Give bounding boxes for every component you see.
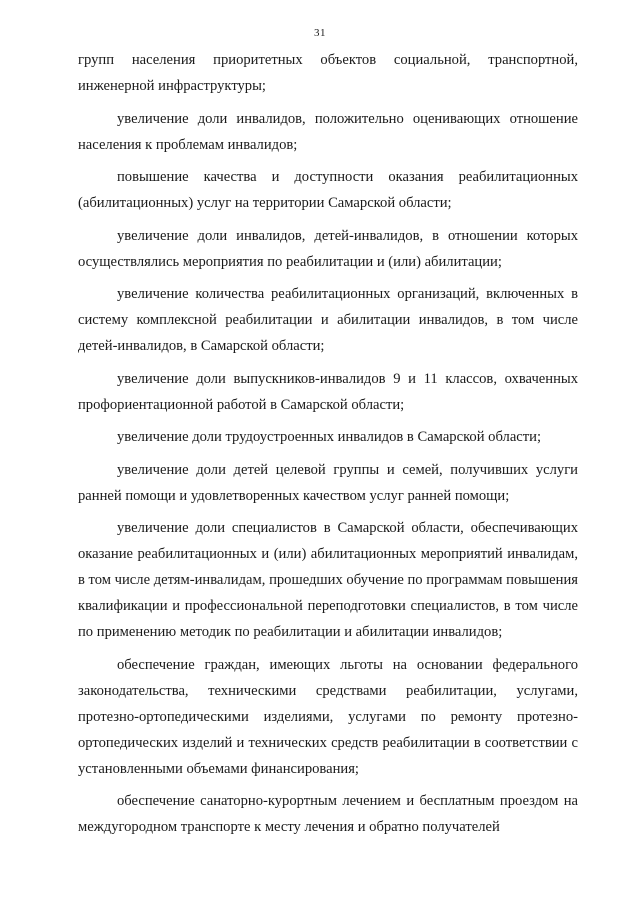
paragraph-6: увеличение доли выпускников-инвалидов 9 и 11 классов, охваченных профориентационной работой в Самарской области; xyxy=(78,370,578,413)
paragraph-1: групп населения приоритетных объектов социальной, транспортной, инженерной инфраструктуры; xyxy=(78,52,578,94)
paragraph-10: обеспечение граждан, имеющих льготы на основании федерального законодательства, техническими средствами реабилитации, услугами, протезно-ортопедическими изделиями, услугами по ремонту протезно-ортопедических изделий и технических средств реабилитации в соответствии с установленными объемами финансирования; xyxy=(78,656,578,777)
paragraph-4: увеличение доли инвалидов, детей-инвалидов, в отношении которых осуществлялись мероприятия по реабилитации и (или) абилитации; xyxy=(78,227,578,270)
paragraph-2: увеличение доли инвалидов, положительно оценивающих отношение населения к проблемам инвалидов; xyxy=(78,110,578,153)
paragraph-11: обеспечение санаторно-курортным лечением и бесплатным проездом на междугородном транспорте к месту лечения и обратно получателей xyxy=(78,793,578,835)
paragraph-9: увеличение доли специалистов в Самарской области, обеспечивающих оказание реабилитационных и (или) абилитационных мероприятий инвалидам, в том числе детям-инвалидам, прошедших обучение по программам повышения квалификации и профессиональной переподготовки специалистов, в том числе по применению методик по реабилитации и абилитации инвалидов; xyxy=(78,520,578,640)
page-number: 31 xyxy=(314,27,326,39)
paragraph-3: повышение качества и доступности оказания реабилитационных (абилитационных) услуг на территории Самарской области; xyxy=(78,169,578,211)
paragraph-7: увеличение доли трудоустроенных инвалидов в Самарской области; xyxy=(117,429,542,445)
paragraph-5: увеличение количества реабилитационных организаций, включенных в систему комплексной реабилитации и абилитации инвалидов, в том числе детей-инвалидов, в Самарской области; xyxy=(78,286,578,354)
paragraph-8: увеличение доли детей целевой группы и семей, получивших услуги ранней помощи и удовлетворенных качеством услуг ранней помощи; xyxy=(78,461,578,504)
page-body xyxy=(78,47,578,847)
